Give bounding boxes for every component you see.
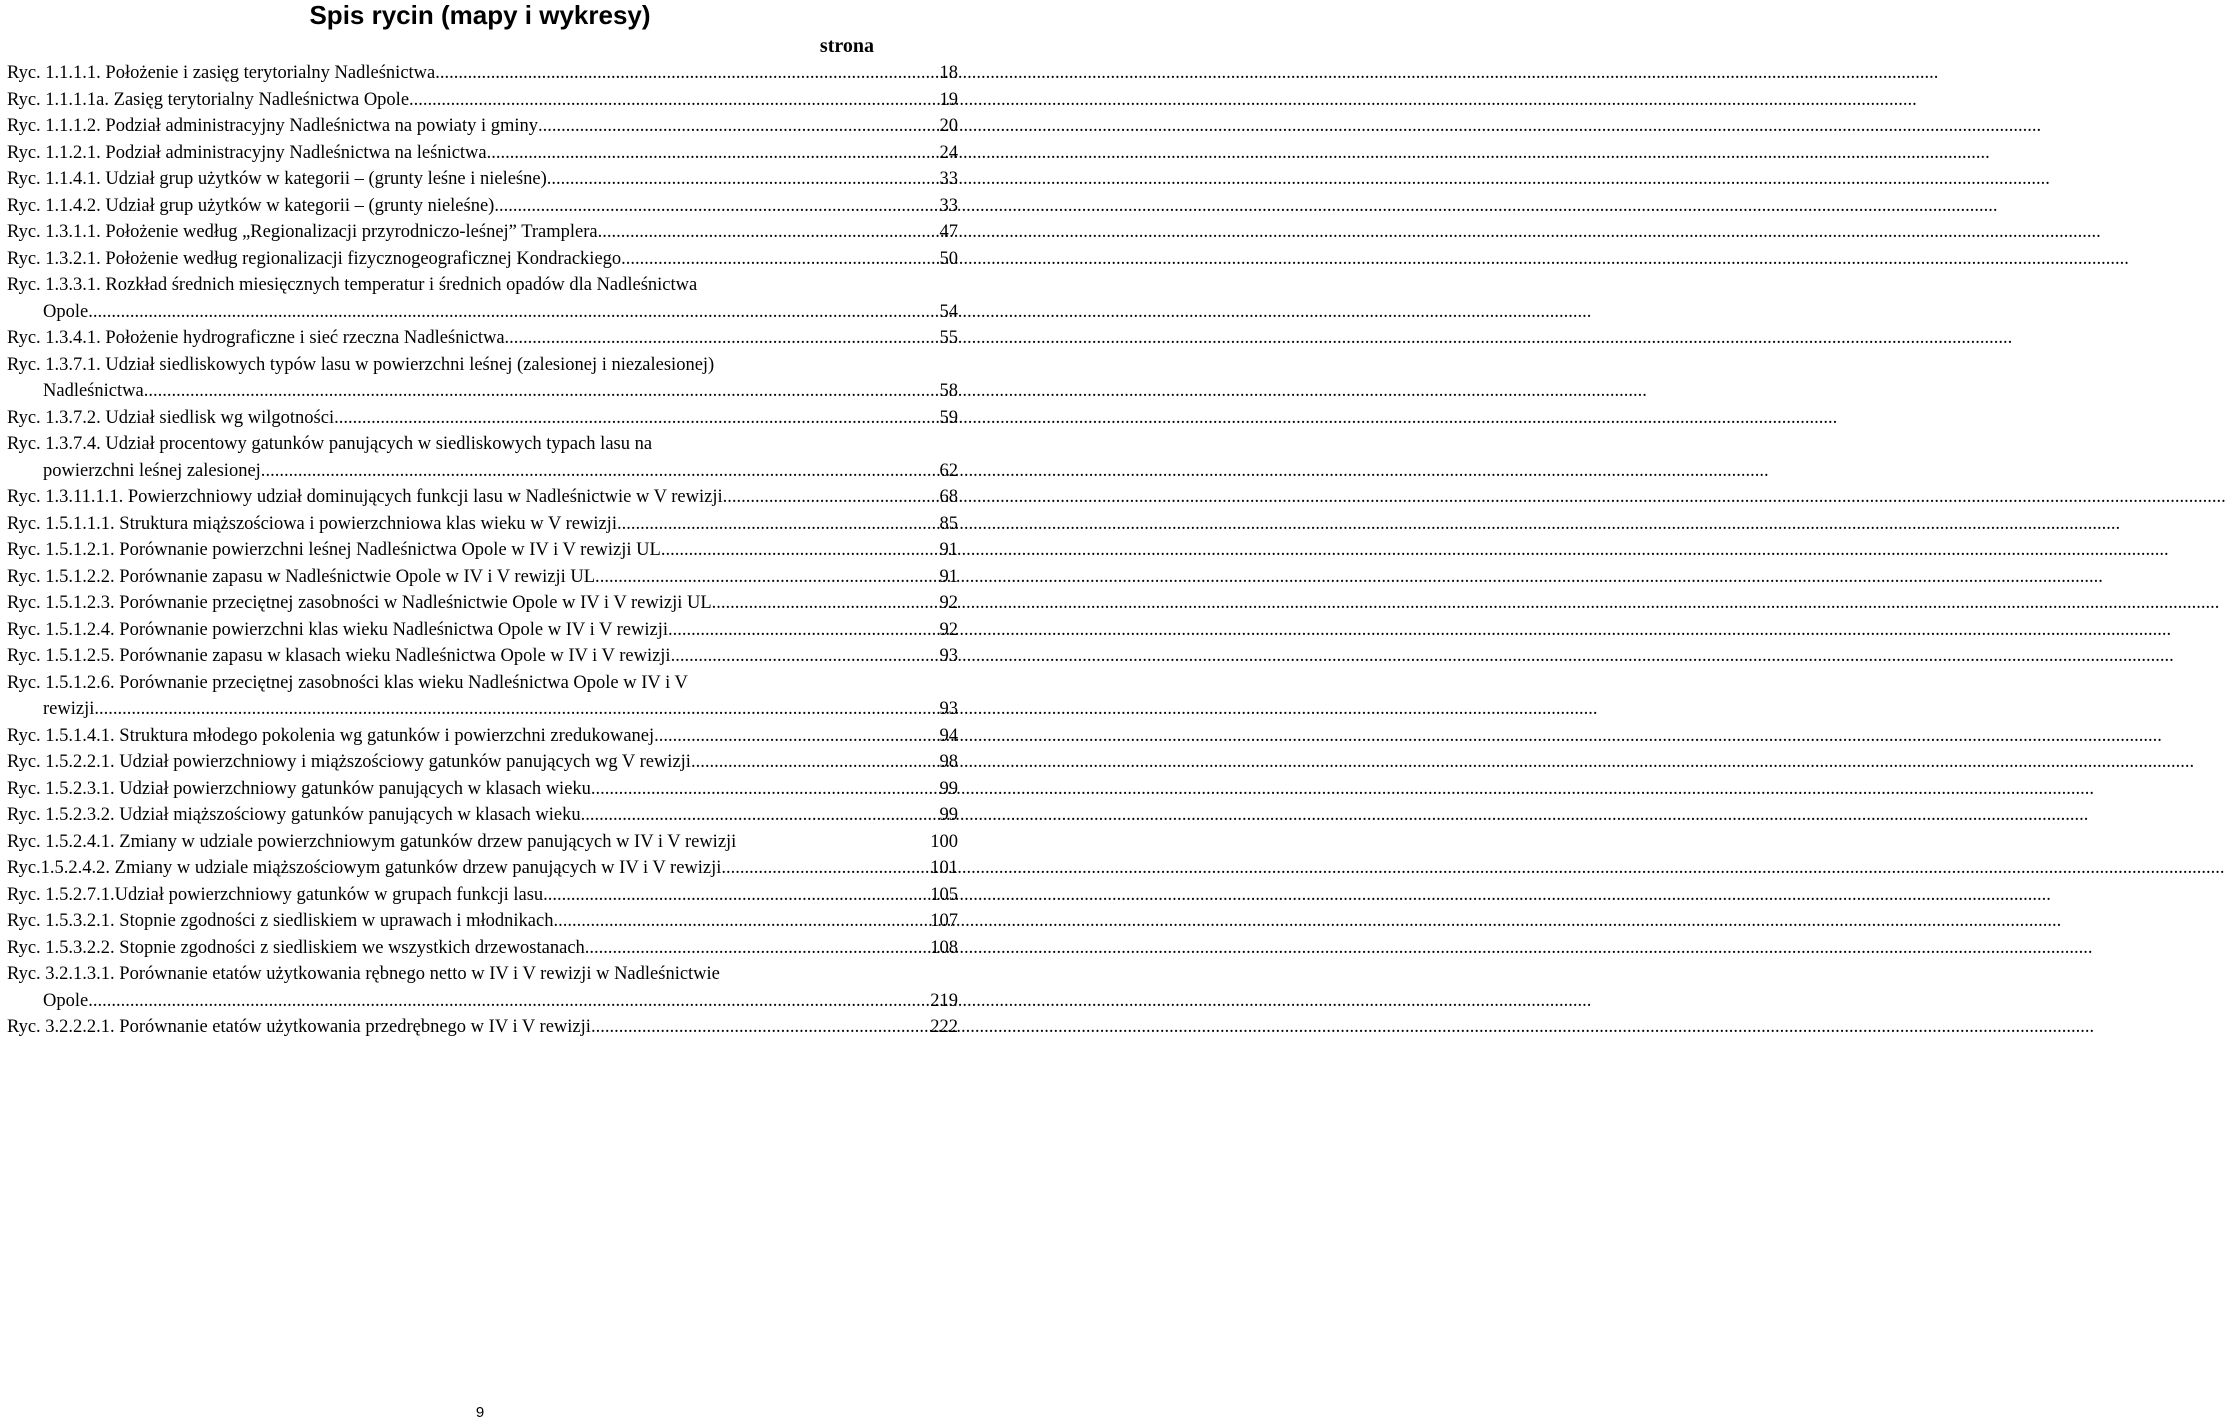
toc-leader-dots xyxy=(548,882,929,909)
toc-leader-dots xyxy=(334,405,938,432)
toc-entry-title: Ryc.1.5.2.4.2. Zmiany w udziale miąższościowym gatunków drzew panujących w IV i V rewizji xyxy=(7,858,722,878)
toc-entry-line xyxy=(7,882,958,909)
toc-page-number: 20 xyxy=(939,116,958,136)
toc-page-number: 33 xyxy=(939,169,958,189)
toc-leader-dots xyxy=(589,935,929,962)
toc-entry-title: Ryc. 1.3.11.1.1. Powierzchniowy udział dominujących funkcji lasu w Nadleśnictwie w V rewizji xyxy=(7,487,723,507)
toc-leader-dots xyxy=(487,140,939,167)
toc-entry-title: Ryc. 1.5.2.2.1. Udział powierzchniowy i miąższościowy gatunków panujących wg V rewizji xyxy=(7,752,691,772)
toc-entry-line xyxy=(7,643,958,670)
toc-leader-dots xyxy=(617,511,939,538)
toc-leader-dots xyxy=(558,908,929,935)
toc-entry[interactable] xyxy=(7,484,958,511)
toc-entry-title: Ryc. 1.5.1.2.6. Porównanie przeciętnej zasobności klas wieku Nadleśnictwa Opole w IV i V xyxy=(7,672,688,693)
toc-page-number: 93 xyxy=(939,699,958,719)
toc-entry-title: Ryc. 1.5.1.2.3. Porównanie przeciętnej zasobności w Nadleśnictwie Opole w IV i V rewizji UL. xyxy=(7,593,717,613)
toc-page-number: 19 xyxy=(939,89,958,110)
toc-leader-dots xyxy=(591,776,939,803)
toc-entry-title: Ryc. 1.5.2.3.2. Udział miąższościowy gatunków panujących w klasach wieku. xyxy=(7,805,586,825)
toc-entry-line xyxy=(7,193,958,220)
toc-entry[interactable] xyxy=(7,219,958,246)
toc-entry-line xyxy=(7,802,958,829)
toc-entry[interactable] xyxy=(7,352,958,405)
toc-leader-dots xyxy=(716,590,938,617)
toc-entry[interactable] xyxy=(7,140,958,167)
toc-leader-dots xyxy=(435,60,938,87)
toc-entry-title: Ryc. 1.1.1.2. Podział administracyjny Nadleśnictwa na powiaty i gminy xyxy=(7,116,539,136)
toc-entry-title: Ryc. 1.3.7.4. Udział procentowy gatunków panujących w siedliskowych typach lasu na xyxy=(7,434,653,454)
toc-page-number: 85 xyxy=(939,513,958,534)
toc-entry-title: Ryc. 1.3.2.1. Położenie według regionalizacji fizycznogeograficznej Kondrackiego. xyxy=(7,248,626,269)
toc-entry[interactable] xyxy=(7,60,958,87)
toc-entry-title: Ryc. 1.3.7.2. Udział siedlisk wg wilgotności xyxy=(7,407,335,428)
toc-leader-dots xyxy=(88,299,938,326)
toc-page-number: 219 xyxy=(930,990,958,1011)
figure-list xyxy=(7,60,958,1041)
toc-entry[interactable] xyxy=(7,431,958,484)
toc-page-number: 99 xyxy=(939,805,958,825)
toc-page-number: 222 xyxy=(930,1017,958,1037)
toc-entry[interactable] xyxy=(7,166,958,193)
toc-entry-line xyxy=(7,405,958,432)
toc-entry-title: Ryc. 1.1.1.1a. Zasięg terytorialny Nadleśnictwa Opole. xyxy=(7,89,414,110)
toc-entry[interactable] xyxy=(7,961,958,1014)
toc-entry-title: Ryc. 1.3.1.1. Położenie według „Regionalizacji przyrodniczo-leśnej” Tramplera xyxy=(7,222,598,242)
toc-entry-title: Ryc. 1.5.3.2.2. Stopnie zgodności z siedliskiem we wszystkich drzewostanach. xyxy=(7,937,590,958)
toc-leader-dots xyxy=(659,723,939,750)
toc-entry-line xyxy=(7,431,958,458)
toc-entry-line xyxy=(7,829,958,856)
toc-entry[interactable] xyxy=(7,855,958,882)
toc-entry[interactable] xyxy=(7,802,958,829)
toc-entry-title: Ryc. 1.3.4.1. Położenie hydrograficzne i sieć rzeczna Nadleśnictwa. xyxy=(7,328,510,348)
toc-leader-dots xyxy=(721,855,929,882)
toc-entry[interactable] xyxy=(7,908,958,935)
toc-entry-continuation xyxy=(7,378,958,405)
toc-leader-dots xyxy=(668,617,938,644)
toc-entry[interactable] xyxy=(7,723,958,750)
toc-entry-title: Ryc. 1.1.1.1. Położenie i zasięg terytorialny Nadleśnictwa xyxy=(7,63,436,83)
toc-entry-title: Ryc. 1.1.4.1. Udział grup użytków w kategorii – (grunty leśne i nieleśne) xyxy=(7,169,547,189)
toc-entry-title: Ryc. 1.3.3.1. Rozkład średnich miesięcznych temperatur i średnich opadów dla Nadleśnictwa xyxy=(7,275,698,295)
toc-entry[interactable] xyxy=(7,405,958,432)
toc-entry-title: Opole xyxy=(43,990,89,1011)
toc-entry-title: Ryc. 1.5.1.2.4. Porównanie powierzchni klas wieku Nadleśnictwa Opole w IV i V rewizji xyxy=(7,619,669,640)
toc-page-number: 68 xyxy=(939,487,958,507)
toc-entry-title: Nadleśnictwa xyxy=(43,381,144,401)
toc-leader-dots xyxy=(88,988,929,1015)
toc-leader-dots xyxy=(547,166,939,193)
toc-page-number: 91 xyxy=(939,566,958,587)
toc-leader-dots xyxy=(265,458,938,485)
toc-page-number: 18 xyxy=(939,63,958,83)
toc-entry-line xyxy=(7,564,958,591)
toc-leader-dots xyxy=(600,564,939,591)
toc-leader-dots xyxy=(691,749,939,776)
toc-leader-dots xyxy=(94,696,938,723)
toc-leader-dots xyxy=(626,246,939,273)
toc-page-number: 94 xyxy=(939,725,958,746)
toc-page-number: 100 xyxy=(930,831,958,852)
toc-page-number: 98 xyxy=(939,752,958,772)
toc-entry[interactable] xyxy=(7,272,958,325)
toc-entry-line xyxy=(7,484,958,511)
toc-entry-line xyxy=(7,272,958,299)
toc-entry-line xyxy=(7,325,958,352)
toc-page-number: 92 xyxy=(939,619,958,640)
toc-entry-title: Ryc. 1.3.7.1. Udział siedliskowych typów lasu w powierzchni leśnej (zalesionej i niezalesionej) xyxy=(7,354,715,375)
toc-entry[interactable] xyxy=(7,617,958,644)
toc-page-number: 54 xyxy=(939,301,958,322)
toc-entry-title: Ryc. 1.5.1.4.1. Struktura młodego pokolenia wg gatunków i powierzchni zredukowanej. xyxy=(7,725,659,746)
toc-entry[interactable] xyxy=(7,643,958,670)
toc-entry-continuation xyxy=(7,988,958,1015)
toc-entry-line xyxy=(7,590,958,617)
toc-entry[interactable] xyxy=(7,1014,958,1041)
toc-entry[interactable] xyxy=(7,776,958,803)
toc-entry-title: Ryc. 3.2.1.3.1. Porównanie etatów użytkowania rębnego netto w IV i V rewizji w Nadleśnictwie xyxy=(7,964,720,984)
toc-entry-title: Ryc. 1.5.3.2.1. Stopnie zgodności z siedliskiem w uprawach i młodnikach. xyxy=(7,911,559,931)
toc-entry-line xyxy=(7,246,958,273)
toc-entry-title: rewizji xyxy=(43,699,95,719)
toc-leader-dots xyxy=(144,378,939,405)
toc-entry-line xyxy=(7,140,958,167)
toc-page-number: 47 xyxy=(939,222,958,242)
toc-page-number: 91 xyxy=(939,540,958,560)
toc-entry-line xyxy=(7,855,958,882)
toc-entry[interactable] xyxy=(7,829,958,856)
toc-page-number: 33 xyxy=(939,195,958,216)
toc-entry-continuation xyxy=(7,458,958,485)
toc-page-number: 59 xyxy=(939,407,958,428)
toc-entry-line xyxy=(7,87,958,114)
toc-entry-title: Ryc. 1.1.2.1. Podział administracyjny Nadleśnictwa na leśnictwa xyxy=(7,142,487,163)
toc-leader-dots xyxy=(671,643,939,670)
toc-entry[interactable] xyxy=(7,246,958,273)
toc-leader-dots xyxy=(665,537,938,564)
toc-page-number: 101 xyxy=(930,858,958,878)
toc-entry[interactable] xyxy=(7,537,958,564)
toc-entry[interactable] xyxy=(7,193,958,220)
toc-entry-title: Ryc. 3.2.2.2.1. Porównanie etatów użytkowania przedrębnego w IV i V rewizji xyxy=(7,1017,591,1037)
toc-entry-title: Ryc. 1.5.2.7.1.Udział powierzchniowy gatunków w grupach funkcji lasu. xyxy=(7,884,548,905)
toc-leader-dots xyxy=(591,1014,929,1041)
toc-entry-line xyxy=(7,776,958,803)
toc-page-number: 105 xyxy=(930,884,958,905)
page-title: Spis rycin (mapy i wykresy) xyxy=(309,0,651,30)
toc-entry[interactable] xyxy=(7,935,958,962)
toc-entry-title: Opole xyxy=(43,301,89,322)
toc-entry-line xyxy=(7,617,958,644)
toc-leader-dots xyxy=(509,325,938,352)
toc-entry-title: Ryc. 1.5.2.3.1. Udział powierzchniowy gatunków panujących w klasach wieku xyxy=(7,778,591,799)
toc-entry-line xyxy=(7,166,958,193)
toc-leader-dots xyxy=(723,484,939,511)
toc-leader-dots xyxy=(538,113,938,140)
toc-page-number: 24 xyxy=(939,142,958,163)
toc-page-number: 92 xyxy=(939,593,958,613)
toc-page-number: 108 xyxy=(930,937,958,958)
toc-entry-line xyxy=(7,961,958,988)
toc-page-number: 55 xyxy=(939,328,958,348)
toc-entry-title: Ryc. 1.5.1.2.1. Porównanie powierzchni leśnej Nadleśnictwa Opole w IV i V rewizji UL. xyxy=(7,540,666,560)
toc-entry-line xyxy=(7,1014,958,1041)
toc-page-number: 99 xyxy=(939,778,958,799)
toc-page-number: 58 xyxy=(939,381,958,401)
toc-entry-title: Ryc. 1.5.1.1.1. Struktura miąższościowa i powierzchniowa klas wieku w V rewizji xyxy=(7,513,617,534)
toc-entry-title: Ryc. 1.1.4.2. Udział grup użytków w kategorii – (grunty nieleśne) xyxy=(7,195,495,216)
toc-page-number: 50 xyxy=(939,248,958,269)
toc-entry-continuation xyxy=(7,299,958,326)
toc-entry[interactable] xyxy=(7,325,958,352)
page-column-heading: strona xyxy=(819,35,874,57)
toc-leader-dots xyxy=(414,87,939,114)
toc-entry-line xyxy=(7,511,958,538)
toc-entry[interactable] xyxy=(7,113,958,140)
toc-entry-line xyxy=(7,670,958,697)
toc-entry-line xyxy=(7,935,958,962)
toc-entry[interactable] xyxy=(7,511,958,538)
toc-entry-title: Ryc. 1.5.1.2.2. Porównanie zapasu w Nadleśnictwie Opole w IV i V rewizji UL. xyxy=(7,566,600,587)
toc-entry-line xyxy=(7,723,958,750)
toc-leader-dots xyxy=(585,802,938,829)
toc-page-number: 93 xyxy=(939,646,958,666)
toc-entry-line xyxy=(7,352,958,379)
toc-page-number: 107 xyxy=(930,911,958,931)
toc-entry[interactable] xyxy=(7,87,958,114)
toc-entry[interactable] xyxy=(7,590,958,617)
toc-entry-continuation xyxy=(7,696,958,723)
toc-entry[interactable] xyxy=(7,882,958,909)
toc-entry-line xyxy=(7,219,958,246)
toc-entry-line xyxy=(7,113,958,140)
toc-entry-title: Ryc. 1.5.1.2.5. Porównanie zapasu w klasach wieku Nadleśnictwa Opole w IV i V rewizji xyxy=(7,646,671,666)
toc-leader-dots xyxy=(494,193,938,220)
toc-entry-line xyxy=(7,908,958,935)
toc-entry-line xyxy=(7,60,958,87)
toc-entry[interactable] xyxy=(7,670,958,723)
toc-entry-line xyxy=(7,537,958,564)
toc-entry[interactable] xyxy=(7,749,958,776)
toc-page-number: 62 xyxy=(939,460,958,481)
toc-entry-title: Ryc. 1.5.2.4.1. Zmiany w udziale powierzchniowym gatunków drzew panujących w IV i V rewizji xyxy=(7,831,737,852)
page-number: 9 xyxy=(475,1404,485,1421)
toc-entry[interactable] xyxy=(7,564,958,591)
toc-entry-line xyxy=(7,749,958,776)
toc-entry-title: powierzchni leśnej zalesionej. xyxy=(43,460,266,481)
toc-leader-dots xyxy=(598,219,939,246)
